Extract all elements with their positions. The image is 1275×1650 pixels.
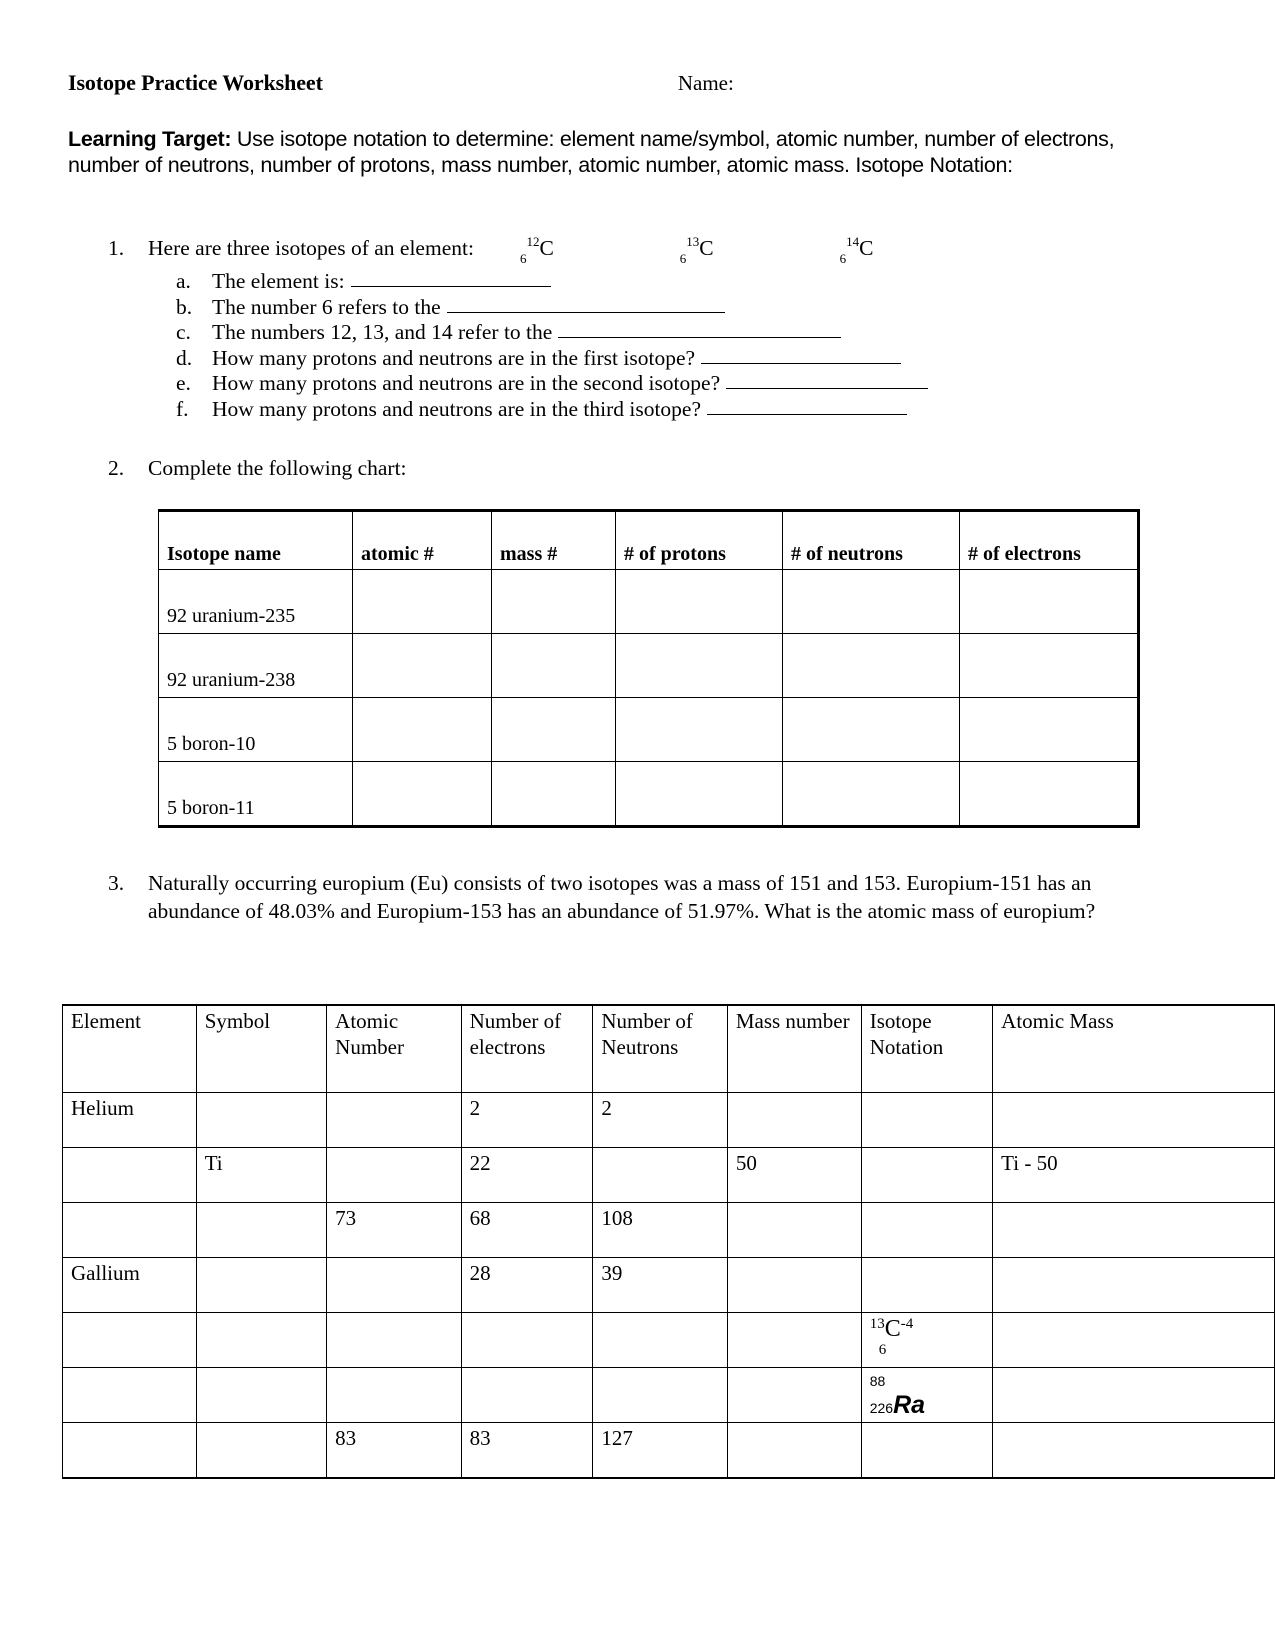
element-cell-atomic-mass[interactable]	[993, 1423, 1275, 1479]
element-cell-atomic-number: 83	[327, 1423, 461, 1479]
element-cell-atomic-mass[interactable]	[993, 1258, 1275, 1313]
element-cell-neutrons[interactable]	[593, 1368, 728, 1423]
chart-cell-mass-number[interactable]	[492, 570, 616, 634]
element-cell-atomic-number[interactable]	[327, 1258, 461, 1313]
element-cell-isotope-notation[interactable]	[861, 1093, 992, 1148]
chart-cell-protons[interactable]	[616, 762, 783, 827]
isotope-notation-2	[680, 236, 714, 267]
element-cell-element[interactable]	[63, 1313, 197, 1368]
chart-cell-isotope-name: 92 uranium-238	[159, 634, 353, 698]
table-row	[159, 698, 1139, 762]
chart-header-isotope-name: Isotope name	[159, 511, 353, 570]
element-cell-isotope-notation	[861, 1313, 992, 1368]
question-1-number: 1.	[108, 236, 125, 260]
element-cell-atomic-number[interactable]	[327, 1368, 461, 1423]
table-row	[63, 1148, 1275, 1203]
item-e-text: How many protons and neutrons are in the second isotope?	[212, 371, 721, 395]
chart-cell-atomic-number[interactable]	[353, 698, 492, 762]
element-cell-element[interactable]	[63, 1148, 197, 1203]
element-cell-isotope-notation	[861, 1368, 992, 1423]
isotope-2-mass-number: 13	[686, 234, 700, 249]
name-label: Name:	[677, 71, 734, 95]
element-cell-electrons: 2	[461, 1093, 593, 1148]
isotope-notation-3	[840, 236, 874, 267]
element-cell-neutrons: 127	[593, 1423, 728, 1479]
chart-header-atomic-number: atomic #	[353, 511, 492, 570]
chart-cell-protons[interactable]	[616, 634, 783, 698]
radium-atomic-number: 88	[869, 1373, 886, 1389]
table-row	[159, 762, 1139, 827]
element-cell-neutrons: 108	[593, 1203, 728, 1258]
learning-target-text: Use isotope notation to determine: element name/symbol, atomic number, number of electrons, number of neutrons, number of protons, mass number, atomic number, atomic mass. Isotope Notation:	[68, 127, 1115, 177]
item-c-text: The numbers 12, 13, and 14 refer to the	[212, 320, 553, 344]
element-cell-isotope-notation[interactable]	[861, 1203, 992, 1258]
carbon-charge: -4	[900, 1316, 914, 1332]
learning-target	[68, 126, 1146, 178]
element-cell-atomic-number[interactable]	[327, 1313, 461, 1368]
element-cell-isotope-notation[interactable]	[861, 1423, 992, 1479]
isotope-2-symbol: C	[699, 236, 714, 260]
chart-cell-mass-number[interactable]	[492, 634, 616, 698]
table-row	[63, 1368, 1275, 1423]
element-header-neutrons: Number of Neutrons	[593, 1005, 728, 1093]
isotope-1-mass-number: 12	[526, 234, 540, 249]
element-cell-electrons[interactable]	[461, 1368, 593, 1423]
element-cell-element[interactable]	[63, 1423, 197, 1479]
question-1-stem: Here are three isotopes of an element:	[148, 236, 474, 260]
chart-cell-electrons[interactable]	[960, 570, 1139, 634]
element-cell-mass-number[interactable]	[727, 1423, 861, 1479]
chart-cell-electrons[interactable]	[960, 698, 1139, 762]
isotope-2-atomic-number: 6	[679, 251, 687, 266]
chart-cell-neutrons[interactable]	[783, 634, 960, 698]
element-cell-electrons: 28	[461, 1258, 593, 1313]
element-header-atomic-mass: Atomic Mass	[993, 1005, 1275, 1093]
question-2	[108, 456, 407, 481]
chart-cell-atomic-number[interactable]	[353, 634, 492, 698]
question-3	[108, 870, 1148, 925]
element-cell-mass-number[interactable]	[727, 1093, 861, 1148]
element-cell-atomic-mass[interactable]	[993, 1093, 1275, 1148]
radium-symbol: Ra	[893, 1391, 926, 1419]
item-e-letter: e.	[176, 371, 191, 395]
item-d-letter: d.	[176, 345, 193, 370]
item-c-letter: c.	[176, 320, 191, 344]
element-cell-isotope-notation[interactable]	[861, 1258, 992, 1313]
isotope-3-mass-number: 14	[846, 234, 860, 249]
table-row	[159, 634, 1139, 698]
page-header	[68, 70, 1148, 96]
element-cell-symbol[interactable]	[196, 1313, 326, 1368]
element-cell-atomic-mass[interactable]	[993, 1313, 1275, 1368]
element-cell-mass-number[interactable]	[727, 1203, 861, 1258]
chart-cell-electrons[interactable]	[960, 762, 1139, 827]
isotope-3-symbol: C	[859, 236, 874, 260]
isotope-3-atomic-number: 6	[839, 251, 847, 266]
question-2-stem: Complete the following chart:	[148, 456, 407, 480]
carbon-mass-number: 13	[869, 1316, 885, 1332]
isotope-chart-table	[158, 509, 1140, 828]
element-cell-atomic-number: 73	[327, 1203, 461, 1258]
item-a-letter: a.	[176, 269, 191, 293]
element-cell-neutrons[interactable]	[593, 1148, 728, 1203]
element-header-mass-number: Mass number	[727, 1005, 861, 1093]
element-cell-atomic-number[interactable]	[327, 1148, 461, 1203]
page-title: Isotope Practice Worksheet	[68, 70, 323, 95]
element-cell-electrons: 68	[461, 1203, 593, 1258]
table-row	[63, 1313, 1275, 1368]
chart-cell-isotope-name: 92 uranium-235	[159, 570, 353, 634]
element-cell-symbol[interactable]	[196, 1093, 326, 1148]
element-cell-element[interactable]	[63, 1368, 197, 1423]
question-1-item-c	[176, 320, 1158, 346]
element-cell-electrons: 22	[461, 1148, 593, 1203]
isotope-notation-1	[520, 236, 554, 267]
question-3-text: Naturally occurring europium (Eu) consists of two isotopes was a mass of 151 and 153. Europium-151 has an abundance of 48.03% and Europium-153 has an abundance of 51.97%. What is the atomic mass of europium?	[148, 871, 1096, 923]
item-d-text: How many protons and neutrons are in the first isotope?	[212, 345, 696, 370]
question-1-item-e	[176, 371, 1158, 397]
element-cell-neutrons: 39	[593, 1258, 728, 1313]
element-cell-neutrons: 2	[593, 1093, 728, 1148]
element-cell-symbol[interactable]	[196, 1203, 326, 1258]
table-row	[63, 1423, 1275, 1479]
chart-cell-neutrons[interactable]	[783, 762, 960, 827]
question-1-item-b	[176, 295, 1158, 321]
element-cell-atomic-mass: Ti - 50	[993, 1148, 1275, 1203]
chart-header-neutrons: # of neutrons	[783, 511, 960, 570]
carbon-atomic-number: 6	[878, 1342, 887, 1358]
chart-cell-mass-number[interactable]	[492, 698, 616, 762]
chart-cell-neutrons[interactable]	[783, 570, 960, 634]
element-header-symbol: Symbol	[196, 1005, 326, 1093]
element-cell-mass-number[interactable]	[727, 1368, 861, 1423]
question-2-number: 2.	[108, 456, 125, 480]
element-header-isotope-notation: Isotope Notation	[861, 1005, 992, 1093]
element-cell-electrons: 83	[461, 1423, 593, 1479]
isotope-notation-group	[520, 236, 874, 267]
item-d-answer-blank[interactable]	[701, 347, 901, 364]
element-cell-atomic-mass[interactable]	[993, 1203, 1275, 1258]
item-f-letter: f.	[176, 396, 189, 421]
chart-header-electrons: # of electrons	[960, 511, 1139, 570]
element-cell-element: Gallium	[63, 1258, 197, 1313]
element-header-electrons: Number of electrons	[461, 1005, 593, 1093]
element-cell-mass-number: 50	[727, 1148, 861, 1203]
chart-header-mass-number: mass #	[492, 511, 616, 570]
table-row	[63, 1203, 1275, 1258]
element-cell-symbol[interactable]	[196, 1258, 326, 1313]
chart-cell-protons[interactable]	[616, 570, 783, 634]
table-row	[63, 1093, 1275, 1148]
chart-cell-isotope-name: 5 boron-10	[159, 698, 353, 762]
element-header-element: Element	[63, 1005, 197, 1093]
element-cell-electrons[interactable]	[461, 1313, 593, 1368]
item-a-text: The element is:	[212, 269, 345, 293]
element-cell-isotope-notation[interactable]	[861, 1148, 992, 1203]
item-a-answer-blank[interactable]	[351, 270, 551, 287]
chart-cell-neutrons[interactable]	[783, 698, 960, 762]
element-data-table	[62, 1004, 1275, 1479]
radium-226-notation	[870, 1370, 984, 1418]
question-1-stem-line	[108, 236, 1158, 267]
carbon-13-notation	[870, 1315, 984, 1358]
question-1	[108, 236, 1158, 422]
question-1-subitems	[176, 269, 1158, 422]
item-b-text: The number 6 refers to the	[212, 294, 441, 319]
element-cell-element: Helium	[63, 1093, 197, 1148]
chart-cell-isotope-name: 5 boron-11	[159, 762, 353, 827]
item-f-text: How many protons and neutrons are in the third isotope?	[212, 396, 702, 421]
element-table-header-row	[63, 1005, 1275, 1093]
element-cell-atomic-mass[interactable]	[993, 1368, 1275, 1423]
element-cell-element[interactable]	[63, 1203, 197, 1258]
chart-cell-mass-number[interactable]	[492, 762, 616, 827]
chart-header-protons: # of protons	[616, 511, 783, 570]
question-1-item-d	[176, 346, 1158, 372]
item-b-answer-blank[interactable]	[447, 296, 725, 313]
radium-mass-number: 226	[869, 1400, 894, 1416]
question-3-number: 3.	[108, 871, 125, 895]
element-cell-mass-number[interactable]	[727, 1258, 861, 1313]
carbon-symbol: C	[884, 1316, 901, 1342]
item-e-answer-blank[interactable]	[726, 372, 928, 389]
item-c-answer-blank[interactable]	[558, 321, 841, 338]
element-header-atomic-number: Atomic Number	[327, 1005, 461, 1093]
item-b-letter: b.	[176, 294, 193, 319]
table-row	[159, 570, 1139, 634]
chart-table-header-row	[159, 511, 1139, 570]
element-cell-mass-number[interactable]	[727, 1313, 861, 1368]
element-cell-symbol[interactable]	[196, 1368, 326, 1423]
isotope-1-atomic-number: 6	[519, 251, 527, 266]
chart-cell-atomic-number[interactable]	[353, 570, 492, 634]
element-cell-symbol[interactable]	[196, 1423, 326, 1479]
question-1-item-a	[176, 269, 1158, 295]
chart-cell-protons[interactable]	[616, 698, 783, 762]
chart-cell-electrons[interactable]	[960, 634, 1139, 698]
table-row	[63, 1258, 1275, 1313]
isotope-1-symbol: C	[539, 236, 554, 260]
item-f-answer-blank[interactable]	[707, 398, 907, 415]
element-cell-symbol: Ti	[196, 1148, 326, 1203]
element-cell-atomic-number[interactable]	[327, 1093, 461, 1148]
learning-target-label: Learning Target:	[68, 127, 232, 151]
element-cell-neutrons[interactable]	[593, 1313, 728, 1368]
question-1-item-f	[176, 397, 1158, 423]
chart-cell-atomic-number[interactable]	[353, 762, 492, 827]
